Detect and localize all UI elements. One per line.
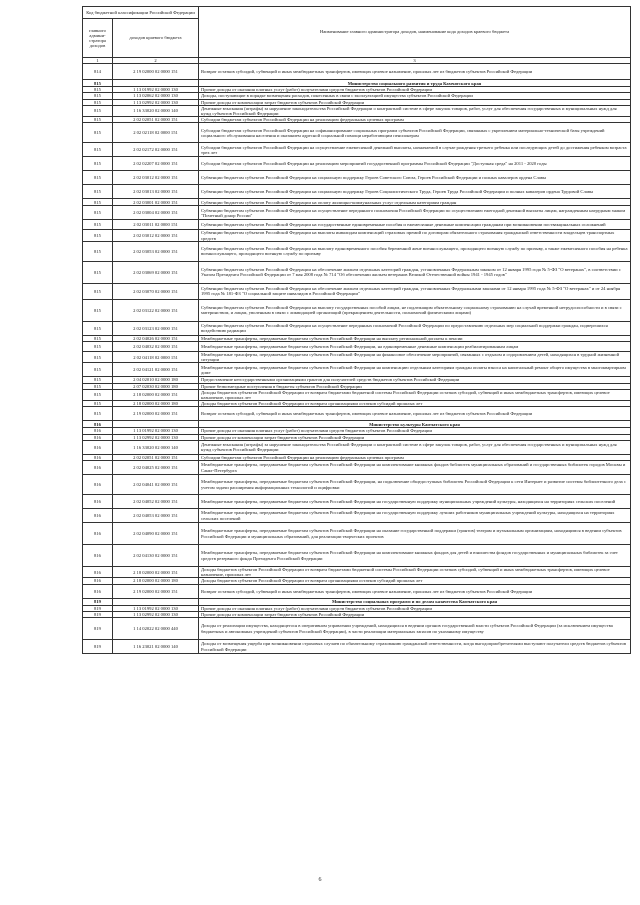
admin-code-cell: 816 bbox=[83, 461, 113, 475]
description-cell: Межбюджетные трансферты, передаваемые бюджетам субъектов Российской Федерации на финансовое обеспечение мероприятий, связанных с отдыхом и оздоровлением детей, находящихся в трудной жизненной ситуации bbox=[199, 352, 631, 363]
admin-code-cell: 815 bbox=[83, 377, 113, 383]
description-cell: Субсидии бюджетам субъектов Российской Федерации на софинансирование социальных программ субъектов Российской Федерации, связанных с укреплением материально-технической базы учреждений социального обслуживания населения и оказанием адресной социальной помощи неработающим пенсионерам bbox=[199, 123, 631, 143]
table-row bbox=[83, 523, 631, 545]
admin-code-cell: 815 bbox=[83, 123, 113, 143]
revenue-code-cell: 2 02 04025 02 0000 151 bbox=[113, 461, 199, 475]
admin-code-cell: 819 bbox=[83, 640, 113, 654]
revenue-code-cell: 2 02 04052 02 0000 151 bbox=[113, 495, 199, 509]
revenue-code-cell: 1 13 02992 02 0000 130 bbox=[113, 99, 199, 105]
header-col1-title: главного админи-стратора доходов bbox=[83, 19, 113, 58]
revenue-code-cell bbox=[113, 598, 199, 605]
admin-code-cell: 815 bbox=[83, 143, 113, 157]
admin-code-cell: 815 bbox=[83, 321, 113, 335]
table-row bbox=[83, 352, 631, 363]
header-col2-title: доходов краевого бюджета bbox=[113, 19, 199, 58]
revenue-code-cell: 1 13 01992 02 0000 130 bbox=[113, 87, 199, 93]
revenue-code-cell: 2 02 03012 02 0000 151 bbox=[113, 171, 199, 185]
admin-code-cell: 815 bbox=[83, 157, 113, 171]
table-row bbox=[83, 230, 631, 241]
revenue-code-cell: 2 19 02000 02 0000 151 bbox=[113, 584, 199, 598]
description-cell: Прочие доходы от компенсации затрат бюджетов субъектов Российской Федерации bbox=[199, 99, 631, 105]
description-cell: Доходы бюджетов субъектов Российской Федерации от возврата организациями остатков субсидий прошлых лет bbox=[199, 578, 631, 584]
admin-code-cell: 816 bbox=[83, 475, 113, 495]
admin-code-cell: 816 bbox=[83, 440, 113, 454]
table-row bbox=[83, 475, 631, 495]
admin-code-cell: 815 bbox=[83, 407, 113, 421]
description-cell: Прочие доходы от компенсации затрат бюджетов субъектов Российской Федерации bbox=[199, 611, 631, 617]
description-cell: Возврат остатков субсидий, субвенций и иных межбюджетных трансфертов, имеющих целевое назначение, прошлых лет из бюджетов субъектов Российской Федерации bbox=[199, 407, 631, 421]
table-row bbox=[83, 567, 631, 578]
table-row bbox=[83, 283, 631, 299]
admin-code-cell: 815 bbox=[83, 389, 113, 400]
table-row bbox=[83, 185, 631, 199]
revenue-code-cell: 2 18 02000 02 0000 180 bbox=[113, 401, 199, 407]
description-cell: Субвенции бюджетам субъектов Российской Федерации на выплату единовременного пособия беременной жене военнослужащего, проходящего военную службу по призыву, а также ежемесячного пособия на ребенка военнослужащего, проходящего военную службу по призыву bbox=[199, 241, 631, 261]
header-num-3: 3 bbox=[199, 58, 631, 64]
revenue-code-cell: 2 02 04130 02 0000 151 bbox=[113, 545, 199, 567]
revenue-code-cell: 2 02 03012 02 0000 151 bbox=[113, 230, 199, 241]
admin-code-cell: 815 bbox=[83, 171, 113, 185]
revenue-code-cell: 2 02 04041 02 0000 151 bbox=[113, 475, 199, 495]
description-cell: Субвенции бюджетам субъектов Российской Федерации на выплату государственных пособий лицам, не подлежащим обязательному социальному страхованию на случай временной нетрудоспособности и в связи с материнством, и лицам, уволенным в связи с ликвидацией организаций (прекращением деятельности, полномочий физическими лицами) bbox=[199, 299, 631, 321]
header-col3-title: Наименование главного администратора доходов, наименование кода доходов краевого бюджета bbox=[199, 7, 631, 58]
admin-code-cell: 815 bbox=[83, 261, 113, 283]
description-cell: Межбюджетные трансферты, передаваемые бюджетам субъектов Российской Федерации, на подключение общедоступных библиотек Российской Федерации к сети Интернет и развитие системы библиотечного дела с учетом задачи расширения информационных технологий и оцифровки bbox=[199, 475, 631, 495]
revenue-code-cell: 2 04 02010 02 0000 180 bbox=[113, 377, 199, 383]
description-cell: Возврат остатков субсидий, субвенций и иных межбюджетных трансфертов, имеющих целевое назначение, прошлых лет из бюджетов субъектов Российской Федерации bbox=[199, 584, 631, 598]
admin-code-cell: 814 bbox=[83, 64, 113, 80]
section-title-cell: Министерство культуры Камчатского края bbox=[199, 421, 631, 428]
table-row bbox=[83, 64, 631, 80]
description-cell: Межбюджетные трансферты, передаваемые бюджетам субъектов Российской Федерации на государственную поддержку лучших работников муниципальных учреждений культуры, находящихся на территориях сельских поселений bbox=[199, 509, 631, 523]
table-row bbox=[83, 171, 631, 185]
description-cell: Доходы от реализации имущества, находящегося в оперативном управлении учреждений, находящихся в ведении органов государственной власти субъектов Российской Федерации (за исключением имущества бюджетных и автономных учреждений субъектов Российской Федерации), в части реализации материальных запасов по указанному имуществу bbox=[199, 618, 631, 640]
admin-code-cell: 816 bbox=[83, 509, 113, 523]
revenue-code-cell: 2 02 02172 02 0000 151 bbox=[113, 143, 199, 157]
description-cell: Субсидии бюджетам субъектов Российской Федерации на реализацию федеральных целевых программ bbox=[199, 454, 631, 460]
admin-code-cell: 815 bbox=[83, 335, 113, 341]
description-cell: Субсидии бюджетам субъектов Российской Федерации на реализацию федеральных целевых программ bbox=[199, 117, 631, 123]
description-cell: Прочие доходы от оказания платных услуг (работ) получателями средств бюджетов субъектов Российской Федерации bbox=[199, 428, 631, 434]
admin-code-cell: 819 bbox=[83, 611, 113, 617]
revenue-code-cell: 2 02 04118 02 0000 151 bbox=[113, 352, 199, 363]
table-row bbox=[83, 495, 631, 509]
revenue-code-cell: 2 18 02000 02 0000 151 bbox=[113, 389, 199, 400]
description-cell: Денежные взыскания (штрафы) за нарушение законодательства Российской Федерации о контрактной системе в сфере закупок товаров, работ, услуг для обеспечения государственных и муниципальных нужд для нужд субъектов Российской Федерации bbox=[199, 440, 631, 454]
revenue-code-cell: 2 02 04026 02 0000 151 bbox=[113, 335, 199, 341]
table-row bbox=[83, 363, 631, 377]
revenue-code-cell: 2 02 03001 02 0000 151 bbox=[113, 199, 199, 206]
section-header-row bbox=[83, 598, 631, 605]
description-cell: Межбюджетные трансферты, передаваемые бюджетам субъектов Российской Федерации на комплектование книжных фондов библиотек муниципальных образований и государственных библиотек городов Москвы и Санкт-Петербурга bbox=[199, 461, 631, 475]
table-row bbox=[83, 261, 631, 283]
description-cell: Субвенции бюджетам субъектов Российской Федерации на оплату жилищно-коммунальных услуг отдельным категориям граждан bbox=[199, 199, 631, 206]
description-cell: Субвенции бюджетам субъектов Российской Федерации на социальную поддержку Героев Социалистического Труда, Героев Труда Российской Федерации и полных кавалеров ордена Трудовой Славы bbox=[199, 185, 631, 199]
description-cell: Субвенции бюджетам субъектов Российской Федерации на социальную поддержку Героев Советского Союза, Героев Российской Федерации и полных кавалеров ордена Славы bbox=[199, 171, 631, 185]
description-cell: Межбюджетные трансферты, передаваемые бюджетам субъектов Российской Федерации на оказание государственной поддержки (грантов) театрам и музыкальным организациям, находящимся в ведении субъектов Российской Федерации и муниципальных образований, для реализации творческих проектов bbox=[199, 523, 631, 545]
revenue-code-cell: 2 02 02051 02 0000 151 bbox=[113, 454, 199, 460]
admin-code-cell: 815 bbox=[83, 206, 113, 220]
revenue-code-cell: 2 18 02000 02 0000 151 bbox=[113, 567, 199, 578]
admin-code-cell: 819 bbox=[83, 605, 113, 611]
description-cell: Субвенции бюджетам субъектов Российской Федерации на осуществление переданных полномочий Российской Федерации по предоставлению отдельных мер социальной поддержки граждан, подвергшихся воздействию радиации bbox=[199, 321, 631, 335]
section-title-cell: Министерство социального развития и труда Камчатского края bbox=[199, 80, 631, 87]
admin-code-cell: 815 bbox=[83, 199, 113, 206]
revenue-code-cell: 2 02 03013 02 0000 151 bbox=[113, 185, 199, 199]
table-row bbox=[83, 321, 631, 335]
admin-code-cell: 815 bbox=[83, 230, 113, 241]
admin-code-cell: 815 bbox=[83, 87, 113, 93]
description-cell: Субвенции бюджетам субъектов Российской Федерации на государственные единовременные пособия и ежемесячные денежные компенсации гражданам при возникновении поствакцинальных осложнений bbox=[199, 220, 631, 230]
revenue-code-cell: 2 07 02030 02 0000 180 bbox=[113, 383, 199, 389]
admin-code-cell: 819 bbox=[83, 598, 113, 605]
header-num-1: 1 bbox=[83, 58, 113, 64]
table-row bbox=[83, 241, 631, 261]
table-row bbox=[83, 618, 631, 640]
revenue-code-cell: 2 02 03123 02 0000 151 bbox=[113, 321, 199, 335]
table-row bbox=[83, 440, 631, 454]
table-row bbox=[83, 389, 631, 400]
table-row bbox=[83, 206, 631, 220]
table-row bbox=[83, 640, 631, 654]
revenue-code-cell: 1 13 02992 02 0000 130 bbox=[113, 434, 199, 440]
revenue-code-cell: 2 02 03069 02 0000 151 bbox=[113, 261, 199, 283]
admin-code-cell: 815 bbox=[83, 401, 113, 407]
admin-code-cell: 815 bbox=[83, 283, 113, 299]
revenue-code-cell: 2 02 04090 02 0000 151 bbox=[113, 523, 199, 545]
revenue-code-cell: 1 13 01992 02 0000 130 bbox=[113, 605, 199, 611]
admin-code-cell: 815 bbox=[83, 241, 113, 261]
page-number: 6 bbox=[318, 877, 322, 883]
admin-code-cell: 815 bbox=[83, 363, 113, 377]
admin-code-cell: 816 bbox=[83, 428, 113, 434]
revenue-code-cell: 1 13 02062 02 0000 130 bbox=[113, 93, 199, 99]
admin-code-cell: 815 bbox=[83, 342, 113, 352]
revenue-code-cell: 2 02 03011 02 0000 151 bbox=[113, 220, 199, 230]
admin-code-cell: 815 bbox=[83, 220, 113, 230]
table-row bbox=[83, 545, 631, 567]
table-row bbox=[83, 342, 631, 352]
admin-code-cell: 815 bbox=[83, 93, 113, 99]
description-cell: Возврат остатков субсидий, субвенций и иных межбюджетных трансфертов, имеющих целевое назначение, прошлых лет из бюджетов субъектов Российской Федерации bbox=[199, 64, 631, 80]
table-row bbox=[83, 143, 631, 157]
header-num-2: 2 bbox=[113, 58, 199, 64]
revenue-code-cell: 2 02 03053 02 0000 151 bbox=[113, 241, 199, 261]
admin-code-cell: 816 bbox=[83, 454, 113, 460]
revenue-code-cell: 2 02 04053 02 0000 151 bbox=[113, 509, 199, 523]
admin-code-cell: 815 bbox=[83, 117, 113, 123]
description-cell: Прочие доходы от оказания платных услуг (работ) получателями средств бюджетов субъектов Российской Федерации bbox=[199, 605, 631, 611]
description-cell: Доходы бюджетов субъектов Российской Федерации от возврата бюджетами бюджетной системы Российской Федерации остатков субсидий, субвенций и иных межбюджетных трансфертов, имеющих целевое назначение, прошлых лет bbox=[199, 389, 631, 400]
revenue-code-cell: 1 16 33020 02 0000 140 bbox=[113, 105, 199, 116]
table-row bbox=[83, 509, 631, 523]
admin-code-cell: 815 bbox=[83, 383, 113, 389]
description-cell: Субсидии бюджетам субъектов Российской Федерации на осуществление ежемесячной денежной выплаты, назначаемой в случае рождения третьего ребенка или последующих детей до достижения ребенком возраста трех лет bbox=[199, 143, 631, 157]
description-cell: Межбюджетные трансферты, передаваемые бюджетам субъектов Российской Федерации на выплату региональной доплаты к пенсии bbox=[199, 335, 631, 341]
admin-code-cell: 815 bbox=[83, 299, 113, 321]
admin-code-cell: 815 bbox=[83, 185, 113, 199]
admin-code-cell: 816 bbox=[83, 434, 113, 440]
document-page bbox=[82, 6, 630, 654]
admin-code-cell: 816 bbox=[83, 495, 113, 509]
section-header-row bbox=[83, 80, 631, 87]
table-row bbox=[83, 123, 631, 143]
admin-code-cell: 816 bbox=[83, 545, 113, 567]
admin-code-cell: 816 bbox=[83, 421, 113, 428]
description-cell: Предоставление негосударственными организациями грантов для получателей средств бюджетов субъектов Российской Федерации bbox=[199, 377, 631, 383]
revenue-code-cell: 2 02 03122 02 0000 151 bbox=[113, 299, 199, 321]
revenue-code-cell: 2 18 02000 02 0000 180 bbox=[113, 578, 199, 584]
description-cell: Межбюджетные трансферты, передаваемые бюджетам субъектов Российской Федерации на государственную поддержку муниципальных учреждений культуры, находящихся на территориях сельских поселений bbox=[199, 495, 631, 509]
description-cell: Прочие безвозмездные поступления в бюджеты субъектов Российской Федерации bbox=[199, 383, 631, 389]
revenue-code-cell: 2 19 02000 02 0000 151 bbox=[113, 407, 199, 421]
admin-code-cell: 816 bbox=[83, 523, 113, 545]
description-cell: Субвенции бюджетам субъектов Российской Федерации на осуществление переданного полномочия Российской Федерации по осуществлению ежегодной денежной выплаты лицам, награжденным нагрудным знаком "Почетный донор России" bbox=[199, 206, 631, 220]
admin-code-cell: 815 bbox=[83, 352, 113, 363]
revenue-code-cell: 2 02 04032 02 0000 151 bbox=[113, 342, 199, 352]
revenue-code-cell: 1 16 23021 02 0000 140 bbox=[113, 640, 199, 654]
description-cell: Субсидии бюджетам субъектов Российской Федерации на реализацию мероприятий государственной программы Российской Федерации "Доступная среда" на 2011 - 2020 годы bbox=[199, 157, 631, 171]
header-group-title: Код бюджетной классификации Российской Федерации bbox=[83, 7, 199, 19]
admin-code-cell: 815 bbox=[83, 99, 113, 105]
table-row bbox=[83, 199, 631, 206]
table-row bbox=[83, 407, 631, 421]
revenue-code-cell: 2 02 03070 02 0000 151 bbox=[113, 283, 199, 299]
description-cell: Субвенции бюджетам субъектов Российской Федерации на обеспечение жильем отдельных категорий граждан, установленных Федеральными законами от 12 января 1995 года № 5-ФЗ "О ветеранах" и от 24 ноября 1995 года № 181-ФЗ "О социальной защите инвалидов в Российской Федерации" bbox=[199, 283, 631, 299]
description-cell: Денежные взыскания (штрафы) за нарушение законодательства Российской Федерации о контрактной системе в сфере закупок товаров, работ, услуг для обеспечения государственных и муниципальных нужд для нужд субъектов Российской Федерации bbox=[199, 105, 631, 116]
description-cell: Доходы от возмещения ущерба при возникновении страховых случаев по обязательному страхованию гражданской ответственности, когда выгодоприобретателями выступают получатели средств бюджетов субъектов Российской Федерации bbox=[199, 640, 631, 654]
description-cell: Субвенции бюджетам субъектов Российской Федерации на обеспечение жильем отдельных категорий граждан, установленных Федеральным законом от 12 января 1995 года № 5-ФЗ "О ветеранах", в соответствии с Указом Президента Российской Федерации от 7 мая 2008 года № 714 "Об обеспечении жильем ветеранов Великой Отечественной войны 1941 - 1945 годов" bbox=[199, 261, 631, 283]
revenue-code-cell bbox=[113, 421, 199, 428]
revenue-code-cell: 2 02 02118 02 0000 151 bbox=[113, 123, 199, 143]
table-row bbox=[83, 105, 631, 116]
description-cell: Прочие доходы от компенсации затрат бюджетов субъектов Российской Федерации bbox=[199, 434, 631, 440]
description-cell: Субвенции бюджетам субъектов Российской Федерации на выплаты инвалидам компенсаций страховых премий по договорам обязательного страхования гражданской ответственности владельцев транспортных средств bbox=[199, 230, 631, 241]
revenue-code-cell: 1 13 01992 02 0000 130 bbox=[113, 428, 199, 434]
table-row bbox=[83, 220, 631, 230]
revenue-codes-table bbox=[82, 6, 631, 654]
section-header-row bbox=[83, 421, 631, 428]
revenue-code-cell: 1 14 02022 02 0000 440 bbox=[113, 618, 199, 640]
admin-code-cell: 815 bbox=[83, 80, 113, 87]
description-cell: Доходы бюджетов субъектов Российской Федерации от возврата организациями остатков субсидий прошлых лет bbox=[199, 401, 631, 407]
table-row bbox=[83, 299, 631, 321]
section-title-cell: Министерство социальных программ и по делам казачества Камчатского края bbox=[199, 598, 631, 605]
revenue-code-cell: 1 16 33020 02 0000 140 bbox=[113, 440, 199, 454]
description-cell: Межбюджетные трансферты, передаваемые бюджетам субъектов Российской Федерации, на единовременные денежные компенсации реабилитированным лицам bbox=[199, 342, 631, 352]
revenue-code-cell: 2 02 04121 02 0000 151 bbox=[113, 363, 199, 377]
table-row bbox=[83, 157, 631, 171]
revenue-code-cell: 1 13 02992 02 0000 130 bbox=[113, 611, 199, 617]
admin-code-cell: 816 bbox=[83, 584, 113, 598]
description-cell: Прочие доходы от оказания платных услуг (работ) получателями средств бюджетов субъектов Российской Федерации bbox=[199, 87, 631, 93]
table-row bbox=[83, 584, 631, 598]
admin-code-cell: 815 bbox=[83, 105, 113, 116]
admin-code-cell: 816 bbox=[83, 567, 113, 578]
table-body bbox=[83, 64, 631, 654]
revenue-code-cell bbox=[113, 80, 199, 87]
revenue-code-cell: 2 02 02051 02 0000 151 bbox=[113, 117, 199, 123]
table-row bbox=[83, 461, 631, 475]
description-cell: Доходы бюджетов субъектов Российской Федерации от возврата бюджетами бюджетной системы Российской Федерации остатков субсидий, субвенций и иных межбюджетных трансфертов, имеющих целевое назначение, прошлых лет bbox=[199, 567, 631, 578]
description-cell: Межбюджетные трансферты, передаваемые бюджетам субъектов Российской Федерации на комплектование книжных фондов для детей и юношества фондов государственных и муниципальных библиотек за счет средств резервного фонда Президента Российской Федерации bbox=[199, 545, 631, 567]
description-cell: Межбюджетные трансферты, передаваемые бюджетам субъектов Российской Федерации на компенсацию отдельным категориям граждан оплаты взноса на капитальный ремонт общего имущества в многоквартирном доме bbox=[199, 363, 631, 377]
admin-code-cell: 819 bbox=[83, 618, 113, 640]
admin-code-cell: 816 bbox=[83, 578, 113, 584]
description-cell: Доходы, поступающие в порядке возмещения расходов, понесенных в связи с эксплуатацией имущества субъектов Российской Федерации bbox=[199, 93, 631, 99]
revenue-code-cell: 2 02 02207 02 0000 151 bbox=[113, 157, 199, 171]
revenue-code-cell: 2 19 02000 02 0000 151 bbox=[113, 64, 199, 80]
revenue-code-cell: 2 02 03004 02 0000 151 bbox=[113, 206, 199, 220]
